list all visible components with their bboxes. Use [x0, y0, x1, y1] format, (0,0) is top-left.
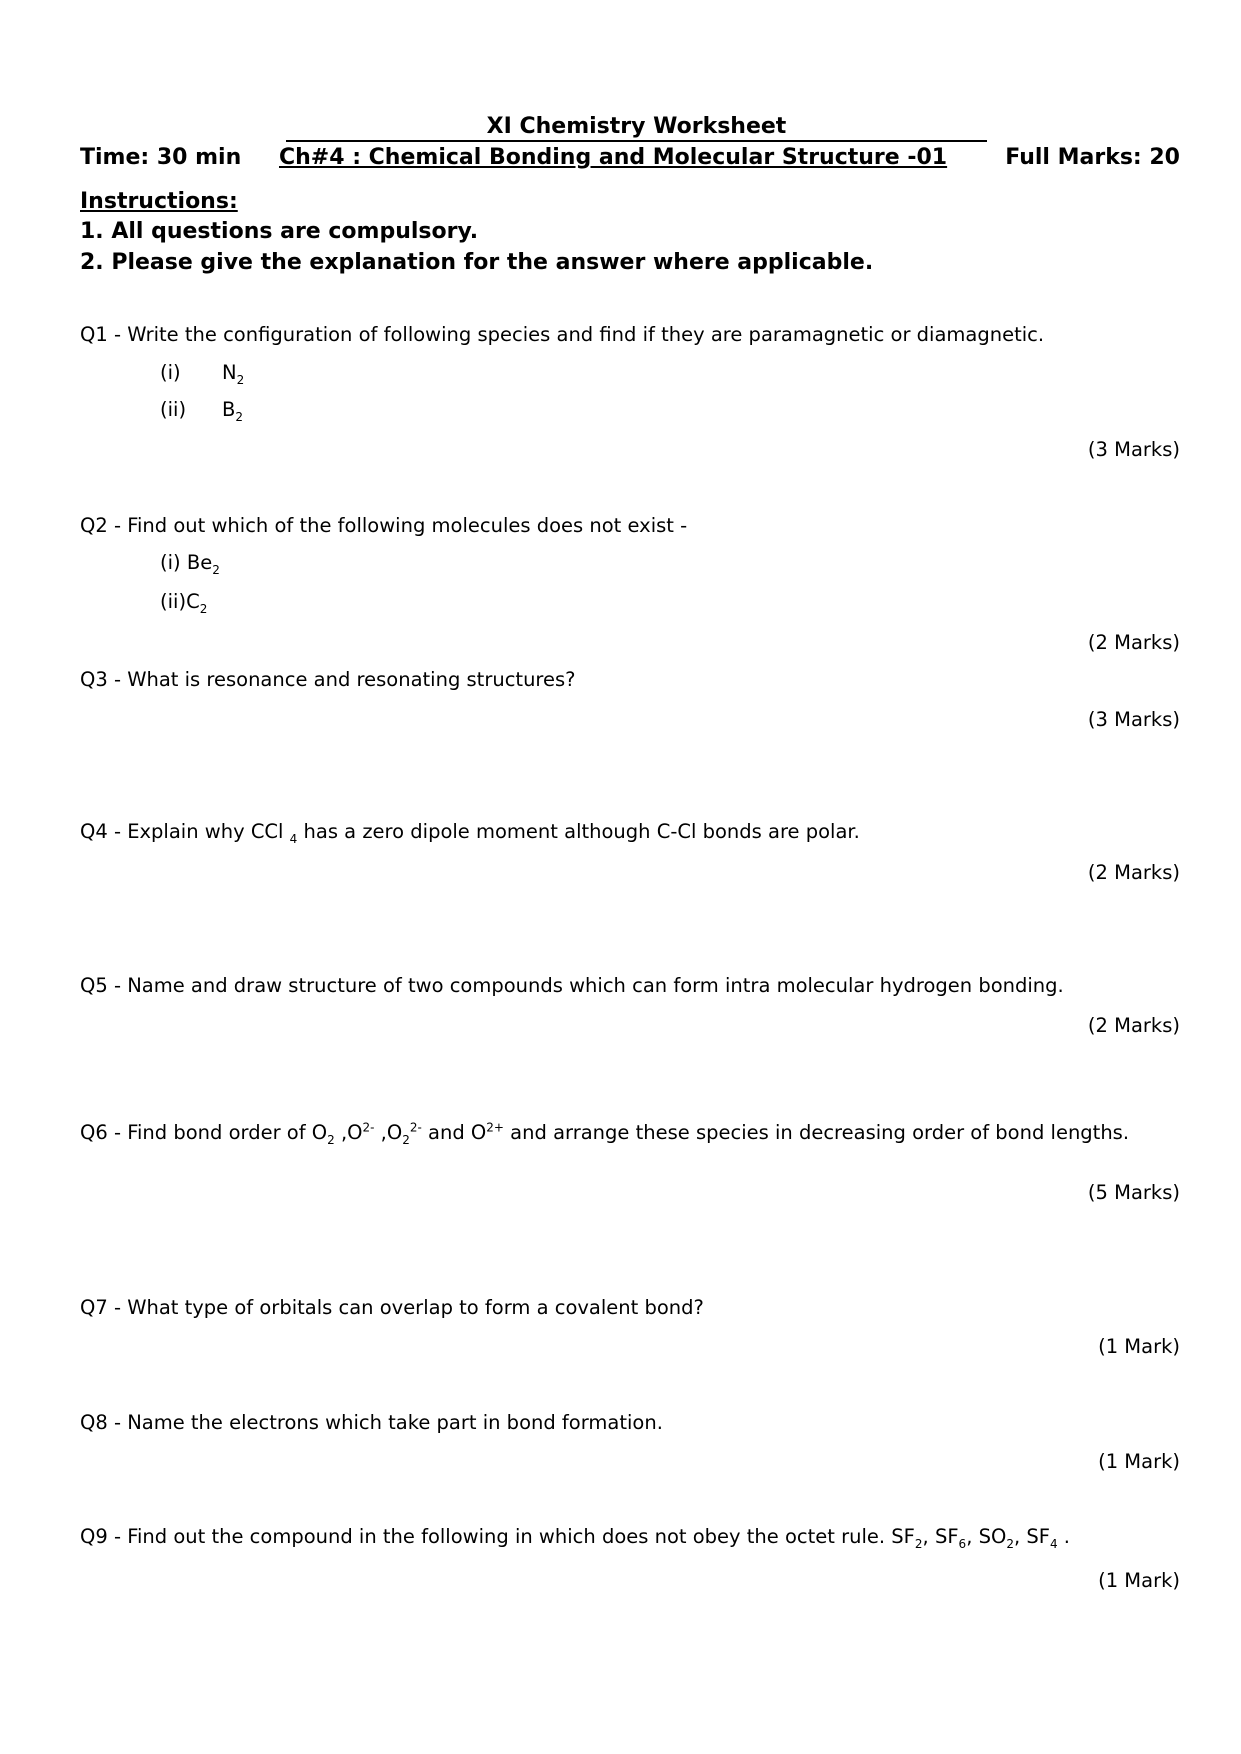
- worksheet-title: XI Chemistry Worksheet: [286, 114, 987, 142]
- item-label: (ii): [160, 398, 187, 421]
- question-5-marks: (2 Marks): [1087, 1014, 1180, 1037]
- question-6-text: Q6 - Find bond order of $O_2$ $,O^{2-}$ $,O_2^{2-}$ and $O^{2+}$ and arrange these species in decreasing order of bond lengths.: [80, 1120, 1130, 1147]
- question-4-marks: (2 Marks): [1087, 861, 1180, 884]
- question-1-marks: (3 Marks): [1087, 438, 1180, 461]
- question-9-text: Q9 - Find out the compound in the following in which does not obey the octet rule. $SF_2$, $SF_6$, $SO_2$, $SF_4$ .: [80, 1525, 1070, 1551]
- question-8-text: Q8 - Name the electrons which take part in bond formation.: [80, 1411, 663, 1434]
- item-label: (i): [160, 361, 181, 384]
- question-2-item: (i) $Be_2$: [160, 551, 220, 577]
- question-5-text: Q5 - Name and draw structure of two compounds which can form intra molecular hydrogen bonding.: [80, 974, 1064, 997]
- question-3-text: Q3 - What is resonance and resonating structures?: [80, 668, 576, 691]
- instruction-item: 2. Please give the explanation for the answer where applicable.: [80, 250, 874, 275]
- question-7-text: Q7 - What type of orbitals can overlap to form a covalent bond?: [80, 1296, 704, 1319]
- question-2-marks: (2 Marks): [1087, 631, 1180, 654]
- question-8-marks: (1 Mark): [1098, 1450, 1180, 1473]
- time-label: Time: 30 min: [80, 145, 242, 170]
- question-2-text: Q2 - Find out which of the following molecules does not exist -: [80, 514, 688, 537]
- question-1-text: Q1 - Write the configuration of following species and find if they are paramagnetic or diamagnetic.: [80, 323, 1045, 346]
- question-1-item: [160, 360, 244, 386]
- question-2-item: $(ii)C_2$: [160, 590, 208, 616]
- question-4-text: Q4 - Explain why CCl $_4$ has a zero dipole moment although C-Cl bonds are polar.: [80, 820, 860, 846]
- chapter-title: Ch#4 : Chemical Bonding and Molecular Structure -01: [279, 145, 948, 170]
- item-formula: $N_2$: [222, 361, 245, 387]
- instructions-heading: Instructions:: [80, 189, 238, 214]
- question-6-marks: (5 Marks): [1087, 1181, 1180, 1204]
- instruction-item: 1. All questions are compulsory.: [80, 219, 479, 244]
- question-3-marks: (3 Marks): [1087, 708, 1180, 731]
- question-1-item: [160, 397, 243, 423]
- question-9-marks: (1 Mark): [1098, 1569, 1180, 1592]
- full-marks-label: Full Marks: 20: [1005, 145, 1180, 170]
- item-formula: $B_2$: [222, 398, 244, 424]
- question-7-marks: (1 Mark): [1098, 1335, 1180, 1358]
